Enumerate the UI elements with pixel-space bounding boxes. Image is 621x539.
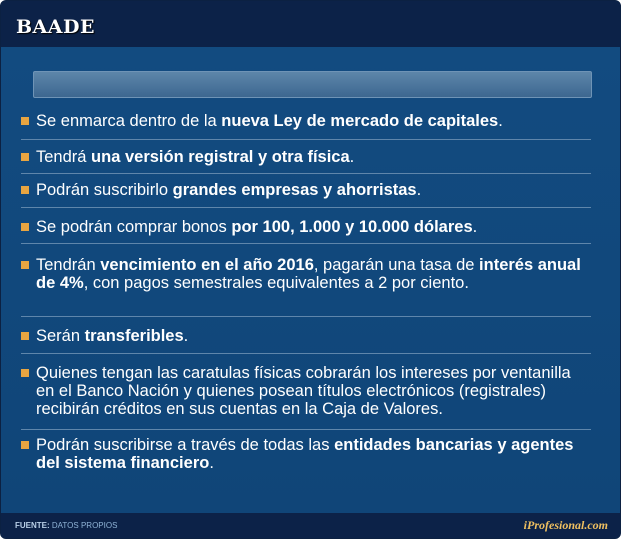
body-text: . [183, 327, 189, 345]
source-note [15, 521, 117, 530]
bullet-square-icon [21, 117, 29, 125]
list-item-text [21, 327, 591, 345]
list-item-text [21, 436, 591, 472]
card-title: BAADE [16, 16, 96, 38]
body-text: Tendrá [36, 148, 92, 166]
body-text: Se enmarca dentro de la [36, 112, 222, 130]
emphasis-text: vencimiento en el año 2016 [100, 256, 314, 274]
list-item [21, 327, 591, 345]
list-item [21, 436, 591, 472]
emphasis-text: grandes empresas y ahorristas [172, 181, 417, 199]
emphasis-text: una versión registral y otra física [91, 148, 350, 166]
list-item-text [21, 256, 591, 292]
body-text: Podrán suscribirse a través de todas las [36, 436, 335, 454]
body-text: , con pagos semestrales equivalentes a 2 por ciento. [83, 274, 469, 292]
banner-strip [33, 71, 592, 98]
brand-logo: iProfesional.com [523, 518, 608, 532]
divider [21, 207, 591, 208]
list-item-text [21, 181, 591, 199]
bullet-square-icon [21, 186, 29, 194]
source-value: DATOS PROPIOS [51, 521, 118, 530]
bullet-square-icon [21, 261, 29, 269]
divider [21, 243, 591, 244]
bullet-square-icon [21, 153, 29, 161]
bullet-square-icon [21, 441, 29, 449]
emphasis-text: transferibles [84, 327, 184, 345]
body-text: , pagarán una tasa de [313, 256, 480, 274]
footer-bar [1, 513, 620, 538]
list-item [21, 148, 591, 166]
list-item [21, 364, 591, 418]
divider [21, 429, 591, 430]
emphasis-text: por 100, 1.000 y 10.000 dólares [231, 218, 473, 236]
body-text: . [416, 181, 422, 199]
bullet-square-icon [21, 223, 29, 231]
body-text: . [472, 218, 478, 236]
source-label: FUENTE: [15, 521, 50, 530]
bullet-square-icon [21, 369, 29, 377]
list-item [21, 256, 591, 292]
bullet-square-icon [21, 332, 29, 340]
list-item-text [21, 148, 591, 166]
header-bar [1, 1, 620, 47]
body-text: Tendrán [36, 256, 101, 274]
body-text: Se podrán comprar bonos [36, 218, 232, 236]
list-item-text [21, 364, 591, 418]
list-item [21, 218, 591, 236]
list-item [21, 181, 591, 199]
body-text: Serán [36, 327, 85, 345]
body-text: . [498, 112, 503, 130]
divider [21, 139, 591, 140]
emphasis-text: entidades bancarias y agentes del sistema financiero [36, 436, 574, 472]
emphasis-text: nueva Ley de mercado de capitales [221, 112, 499, 130]
divider [21, 173, 591, 174]
emphasis-text: interés anual de 4% [36, 256, 581, 292]
list-item-text [21, 112, 591, 130]
divider [21, 353, 591, 354]
body-text: Podrán suscribirlo [36, 181, 173, 199]
list-item [21, 112, 591, 130]
list-item-text [21, 218, 591, 236]
content-area [1, 47, 620, 513]
divider [21, 316, 591, 317]
body-text: . [349, 148, 355, 166]
body-text: Quienes tengan las caratulas físicas cobrarán los intereses por ventanilla en el Banco Nación y quienes posean títulos electrónicos (registrales) recibirán créditos en sus cuentas en la Caja de Valores. [36, 364, 571, 418]
body-text: . [209, 454, 214, 472]
